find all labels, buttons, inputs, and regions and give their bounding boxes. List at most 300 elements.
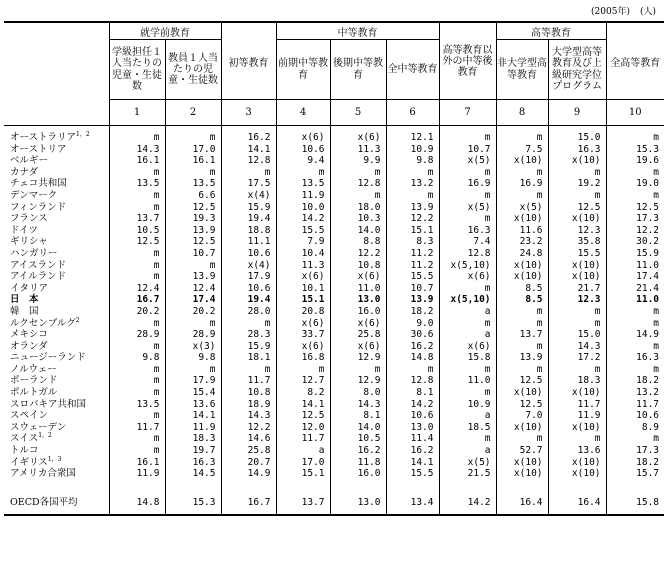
table-row [4, 260, 664, 272]
value-cell: 10.6 [221, 283, 276, 295]
country-name [4, 213, 109, 225]
value-cell: 18.2 [386, 306, 439, 318]
value-cell: 9.8 [165, 352, 221, 364]
value-cell: 13.5 [109, 399, 165, 411]
country-name [4, 144, 109, 156]
average-value: 13.4 [386, 492, 439, 515]
value-cell: 13.5 [165, 178, 221, 190]
value-cell: 10.9 [439, 399, 496, 411]
value-cell: 9.4 [276, 155, 330, 167]
country-label: アイスランド [10, 259, 67, 271]
table-row [4, 387, 664, 399]
value-cell: 21.4 [606, 283, 664, 295]
value-cell: 14.9 [606, 329, 664, 341]
value-cell: 10.7 [439, 144, 496, 156]
value-cell: m [221, 318, 276, 330]
country-label: メキシコ [10, 329, 48, 341]
value-cell: m [439, 433, 496, 445]
value-cell: 28.3 [221, 329, 276, 341]
value-cell: 16.3 [606, 352, 664, 364]
value-cell: 11.0 [606, 294, 664, 306]
value-cell: 15.3 [606, 144, 664, 156]
value-cell: x(10) [496, 387, 548, 399]
country-name [4, 248, 109, 260]
value-cell: 13.6 [548, 445, 606, 457]
value-cell: x(10) [548, 457, 606, 469]
value-cell: 11.0 [439, 375, 496, 387]
value-cell: m [496, 364, 548, 376]
empty-cell [109, 480, 165, 492]
country-name [4, 468, 109, 480]
value-cell: m [165, 167, 221, 179]
empty-cell [496, 480, 548, 492]
table-row [4, 375, 664, 387]
value-cell: 8.2 [276, 387, 330, 399]
value-cell: 11.2 [386, 248, 439, 260]
value-cell: m [439, 283, 496, 295]
average-value: 14.2 [439, 492, 496, 515]
value-cell: 8.9 [606, 422, 664, 434]
country-label: オーストリア [10, 143, 67, 155]
value-cell: 12.5 [165, 236, 221, 248]
value-cell: 14.1 [221, 144, 276, 156]
column-number: 8 [496, 100, 548, 126]
value-cell: 10.6 [386, 410, 439, 422]
footnote-marker: 1，3 [47, 455, 62, 463]
footnote-marker: 2 [75, 316, 80, 324]
country-label: オーストラリア [10, 132, 77, 143]
country-name [4, 364, 109, 376]
table-row [4, 144, 664, 156]
country-label: チェコ共和国 [10, 178, 67, 190]
value-cell: x(10) [496, 155, 548, 167]
value-cell: x(6) [439, 271, 496, 283]
value-cell: x(6) [330, 341, 386, 353]
value-cell: m [330, 167, 386, 179]
value-cell: 11.7 [109, 422, 165, 434]
country-name [4, 341, 109, 353]
table-row [4, 306, 664, 318]
value-cell: m [606, 341, 664, 353]
value-cell: 18.3 [165, 433, 221, 445]
value-cell: 16.2 [330, 445, 386, 457]
value-cell: 14.0 [330, 422, 386, 434]
value-cell: m [386, 190, 439, 202]
value-cell: 10.6 [606, 410, 664, 422]
table-row [4, 225, 664, 237]
value-cell: 17.0 [165, 144, 221, 156]
value-cell: 16.2 [221, 126, 276, 144]
table-row [4, 341, 664, 353]
value-cell: 10.5 [330, 433, 386, 445]
value-cell: 12.0 [276, 422, 330, 434]
value-cell: m [606, 167, 664, 179]
subheader-lower-secondary: 前期中等教育 [276, 40, 330, 100]
value-cell: 10.6 [221, 248, 276, 260]
country-name [4, 202, 109, 214]
value-cell: x(6) [439, 341, 496, 353]
country-name [4, 294, 109, 306]
value-cell: m [496, 341, 548, 353]
table-row [4, 202, 664, 214]
table-row [4, 271, 664, 283]
value-cell: 12.5 [496, 375, 548, 387]
value-cell: 15.5 [386, 468, 439, 480]
value-cell: x(6) [330, 318, 386, 330]
value-cell: 14.1 [386, 457, 439, 469]
subheader-teacher: 教員１人当たりの児童・生徒数 [165, 40, 221, 100]
value-cell: 19.4 [221, 294, 276, 306]
value-cell: m [439, 190, 496, 202]
value-cell: 13.2 [606, 387, 664, 399]
value-cell: 12.3 [548, 294, 606, 306]
country-label: 日 本 [10, 294, 39, 306]
header-tertiary: 高等教育 [496, 22, 606, 40]
value-cell: x(10) [496, 271, 548, 283]
value-cell: 12.8 [439, 248, 496, 260]
column-number: 7 [439, 100, 496, 126]
country-name [4, 167, 109, 179]
value-cell: 14.2 [386, 399, 439, 411]
value-cell: m [439, 387, 496, 399]
value-cell: 15.9 [221, 341, 276, 353]
value-cell: 12.5 [109, 236, 165, 248]
value-cell: 13.0 [386, 422, 439, 434]
value-cell: 12.4 [109, 283, 165, 295]
country-label: ポルトガル [10, 387, 58, 399]
country-name [4, 225, 109, 237]
value-cell: 8.5 [496, 294, 548, 306]
value-cell: 12.7 [276, 375, 330, 387]
table-row [4, 422, 664, 434]
value-cell: a [439, 410, 496, 422]
country-name [4, 422, 109, 434]
value-cell: 18.1 [221, 352, 276, 364]
value-cell: 11.7 [276, 433, 330, 445]
country-label: スウェーデン [10, 421, 67, 433]
value-cell: m [496, 126, 548, 144]
value-cell: m [548, 318, 606, 330]
country-label: スペイン [10, 410, 49, 422]
value-cell: 8.3 [386, 236, 439, 248]
table-row [4, 445, 664, 457]
value-cell: m [276, 364, 330, 376]
header-total-tertiary: 全高等教育 [606, 22, 664, 100]
value-cell: 7.0 [496, 410, 548, 422]
table-row [4, 190, 664, 202]
table-row [4, 294, 664, 306]
value-cell: 12.2 [386, 213, 439, 225]
value-cell: x(10) [548, 422, 606, 434]
column-number: 2 [165, 100, 221, 126]
value-cell: 12.5 [606, 202, 664, 214]
value-cell: x(10) [548, 387, 606, 399]
value-cell: 16.9 [496, 178, 548, 190]
value-cell: 20.2 [165, 306, 221, 318]
value-cell: m [548, 306, 606, 318]
country-label: イタリア [10, 282, 49, 294]
value-cell: 16.8 [276, 352, 330, 364]
country-label: アメリカ合衆国 [10, 468, 76, 480]
value-cell: 52.7 [496, 445, 548, 457]
value-cell: x(5) [439, 457, 496, 469]
value-cell: 14.8 [386, 352, 439, 364]
value-cell: 9.8 [109, 352, 165, 364]
value-cell: 7.9 [276, 236, 330, 248]
country-label: トルコ [10, 445, 39, 457]
value-cell: 12.1 [386, 126, 439, 144]
value-cell: x(6) [330, 126, 386, 144]
value-cell: x(6) [276, 341, 330, 353]
value-cell: 12.5 [548, 202, 606, 214]
value-cell: 11.6 [496, 225, 548, 237]
value-cell: 10.7 [165, 248, 221, 260]
year-note: (2005年) [591, 7, 630, 17]
country-name [4, 306, 109, 318]
value-cell: 15.5 [548, 248, 606, 260]
value-cell: 13.2 [386, 178, 439, 190]
average-label: OECD各国平均 [4, 492, 109, 515]
country-label: ルクセンブルグ [10, 317, 76, 329]
value-cell: 28.9 [109, 329, 165, 341]
value-cell: 11.9 [109, 468, 165, 480]
value-cell: m [548, 364, 606, 376]
value-cell: 14.6 [221, 433, 276, 445]
column-number: 5 [330, 100, 386, 126]
value-cell: 20.8 [276, 306, 330, 318]
value-cell: 11.0 [330, 283, 386, 295]
value-cell: 10.4 [276, 248, 330, 260]
value-cell: 17.4 [606, 271, 664, 283]
empty-cell [548, 480, 606, 492]
value-cell: 11.9 [276, 190, 330, 202]
value-cell: 25.8 [221, 445, 276, 457]
value-cell: 21.7 [548, 283, 606, 295]
value-cell: m [109, 271, 165, 283]
country-name [4, 283, 109, 295]
table-row [4, 236, 664, 248]
country-name [4, 352, 109, 364]
value-cell: 18.3 [548, 375, 606, 387]
value-cell: m [439, 126, 496, 144]
value-cell: m [606, 318, 664, 330]
value-cell: x(10) [496, 260, 548, 272]
value-cell: 20.7 [221, 457, 276, 469]
value-cell: 10.0 [276, 202, 330, 214]
value-cell: m [496, 190, 548, 202]
empty-cell [330, 480, 386, 492]
value-cell: 19.3 [165, 213, 221, 225]
average-value: 15.3 [165, 492, 221, 515]
country-label: カナダ [10, 166, 39, 178]
table-row [4, 213, 664, 225]
value-cell: 15.5 [276, 225, 330, 237]
value-cell: 14.5 [165, 468, 221, 480]
value-cell: m [496, 318, 548, 330]
country-name [4, 399, 109, 411]
value-cell: x(6) [276, 318, 330, 330]
average-value: 16.7 [221, 492, 276, 515]
value-cell: 17.9 [165, 375, 221, 387]
value-cell: 11.9 [165, 422, 221, 434]
value-cell: 12.8 [386, 375, 439, 387]
value-cell: 11.7 [606, 399, 664, 411]
value-cell: 15.8 [439, 352, 496, 364]
country-name [4, 433, 109, 445]
table-row [4, 155, 664, 167]
country-label: ノルウェー [10, 363, 57, 375]
value-cell: 14.2 [276, 213, 330, 225]
value-cell: m [221, 167, 276, 179]
value-cell: m [109, 445, 165, 457]
value-cell: x(4) [221, 260, 276, 272]
value-cell: 11.4 [386, 433, 439, 445]
value-cell: 33.7 [276, 329, 330, 341]
value-cell: x(10) [496, 468, 548, 480]
value-cell: x(10) [496, 213, 548, 225]
value-cell: 16.0 [330, 468, 386, 480]
column-number: 1 [109, 100, 165, 126]
value-cell: 35.8 [548, 236, 606, 248]
value-cell: m [109, 433, 165, 445]
country-label: スイス [10, 433, 39, 445]
value-cell: 16.9 [439, 178, 496, 190]
value-cell: m [439, 364, 496, 376]
value-cell: 17.3 [606, 445, 664, 457]
column-number: 4 [276, 100, 330, 126]
value-cell: 24.8 [496, 248, 548, 260]
value-cell: x(10) [548, 468, 606, 480]
value-cell: 14.9 [221, 468, 276, 480]
value-cell: a [439, 306, 496, 318]
average-value: 16.4 [548, 492, 606, 515]
table-row [4, 126, 664, 144]
country-label: ベルギー [10, 155, 49, 167]
value-cell: 17.3 [606, 213, 664, 225]
value-cell: x(6) [330, 271, 386, 283]
value-cell: 17.4 [165, 294, 221, 306]
value-cell: 12.2 [606, 225, 664, 237]
value-cell: m [606, 433, 664, 445]
value-cell: 16.2 [386, 445, 439, 457]
country-name [4, 178, 109, 190]
country-label: デンマーク [10, 189, 58, 201]
value-cell: a [276, 445, 330, 457]
country-label: ドイツ [10, 224, 39, 236]
value-cell: m [606, 306, 664, 318]
value-cell: 18.2 [606, 457, 664, 469]
country-label: ニュージーランド [10, 352, 86, 364]
value-cell: 12.2 [330, 248, 386, 260]
value-cell: 14.1 [165, 410, 221, 422]
country-label: フィンランド [10, 201, 67, 213]
value-cell: m [496, 167, 548, 179]
value-cell: m [439, 318, 496, 330]
value-cell: 13.9 [386, 294, 439, 306]
table-row [4, 433, 664, 445]
value-cell: m [496, 433, 548, 445]
empty-cell [276, 480, 330, 492]
average-value: 13.7 [276, 492, 330, 515]
value-cell: 15.1 [276, 468, 330, 480]
value-cell: 12.3 [548, 225, 606, 237]
value-cell: 15.4 [165, 387, 221, 399]
value-cell: 10.8 [330, 260, 386, 272]
value-cell: 12.9 [330, 352, 386, 364]
value-cell: 14.3 [330, 399, 386, 411]
table-row [4, 248, 664, 260]
value-cell: 25.8 [330, 329, 386, 341]
value-cell: m [109, 375, 165, 387]
value-cell: m [109, 167, 165, 179]
value-cell: 8.0 [330, 387, 386, 399]
value-cell: 11.3 [330, 144, 386, 156]
value-cell: 15.0 [548, 329, 606, 341]
value-cell: 12.9 [330, 375, 386, 387]
value-cell: m [109, 260, 165, 272]
value-cell: 16.2 [386, 341, 439, 353]
value-cell: 15.9 [606, 248, 664, 260]
education-ratio-table [4, 21, 664, 516]
subheader-all-secondary: 全中等教育 [386, 40, 439, 100]
value-cell: x(10) [496, 422, 548, 434]
value-cell: 11.7 [548, 399, 606, 411]
value-cell: 14.0 [330, 225, 386, 237]
value-cell: 30.6 [386, 329, 439, 341]
table-row [4, 318, 664, 330]
value-cell: 13.9 [496, 352, 548, 364]
column-number: 6 [386, 100, 439, 126]
empty-cell [606, 480, 664, 492]
table-row [4, 283, 664, 295]
value-cell: x(3) [165, 341, 221, 353]
value-cell: 7.5 [496, 144, 548, 156]
value-cell: 15.1 [276, 294, 330, 306]
value-cell: 15.9 [221, 202, 276, 214]
value-cell: 19.0 [606, 178, 664, 190]
unit-note: (人) [639, 7, 656, 17]
value-cell: m [330, 190, 386, 202]
footnote-marker: 1，2 [76, 131, 90, 138]
value-cell: 16.3 [439, 225, 496, 237]
value-cell: m [496, 306, 548, 318]
value-cell: x(5) [496, 202, 548, 214]
empty-cell [165, 480, 221, 492]
value-cell: a [439, 329, 496, 341]
value-cell: m [386, 167, 439, 179]
value-cell: 17.5 [221, 178, 276, 190]
value-cell: 16.3 [548, 144, 606, 156]
value-cell: m [276, 167, 330, 179]
value-cell: m [109, 190, 165, 202]
average-row [4, 492, 664, 515]
value-cell: m [439, 213, 496, 225]
value-cell: 12.5 [276, 410, 330, 422]
value-cell: 8.8 [330, 236, 386, 248]
value-cell: 15.1 [386, 225, 439, 237]
value-cell: x(10) [548, 271, 606, 283]
value-cell: m [165, 364, 221, 376]
value-cell: m [548, 190, 606, 202]
country-name [4, 457, 109, 469]
value-cell: 7.4 [439, 236, 496, 248]
country-name [4, 387, 109, 399]
table-note [581, 4, 656, 17]
value-cell: 18.8 [221, 225, 276, 237]
table-row [4, 167, 664, 179]
value-cell: 18.5 [439, 422, 496, 434]
table-row [4, 364, 664, 376]
